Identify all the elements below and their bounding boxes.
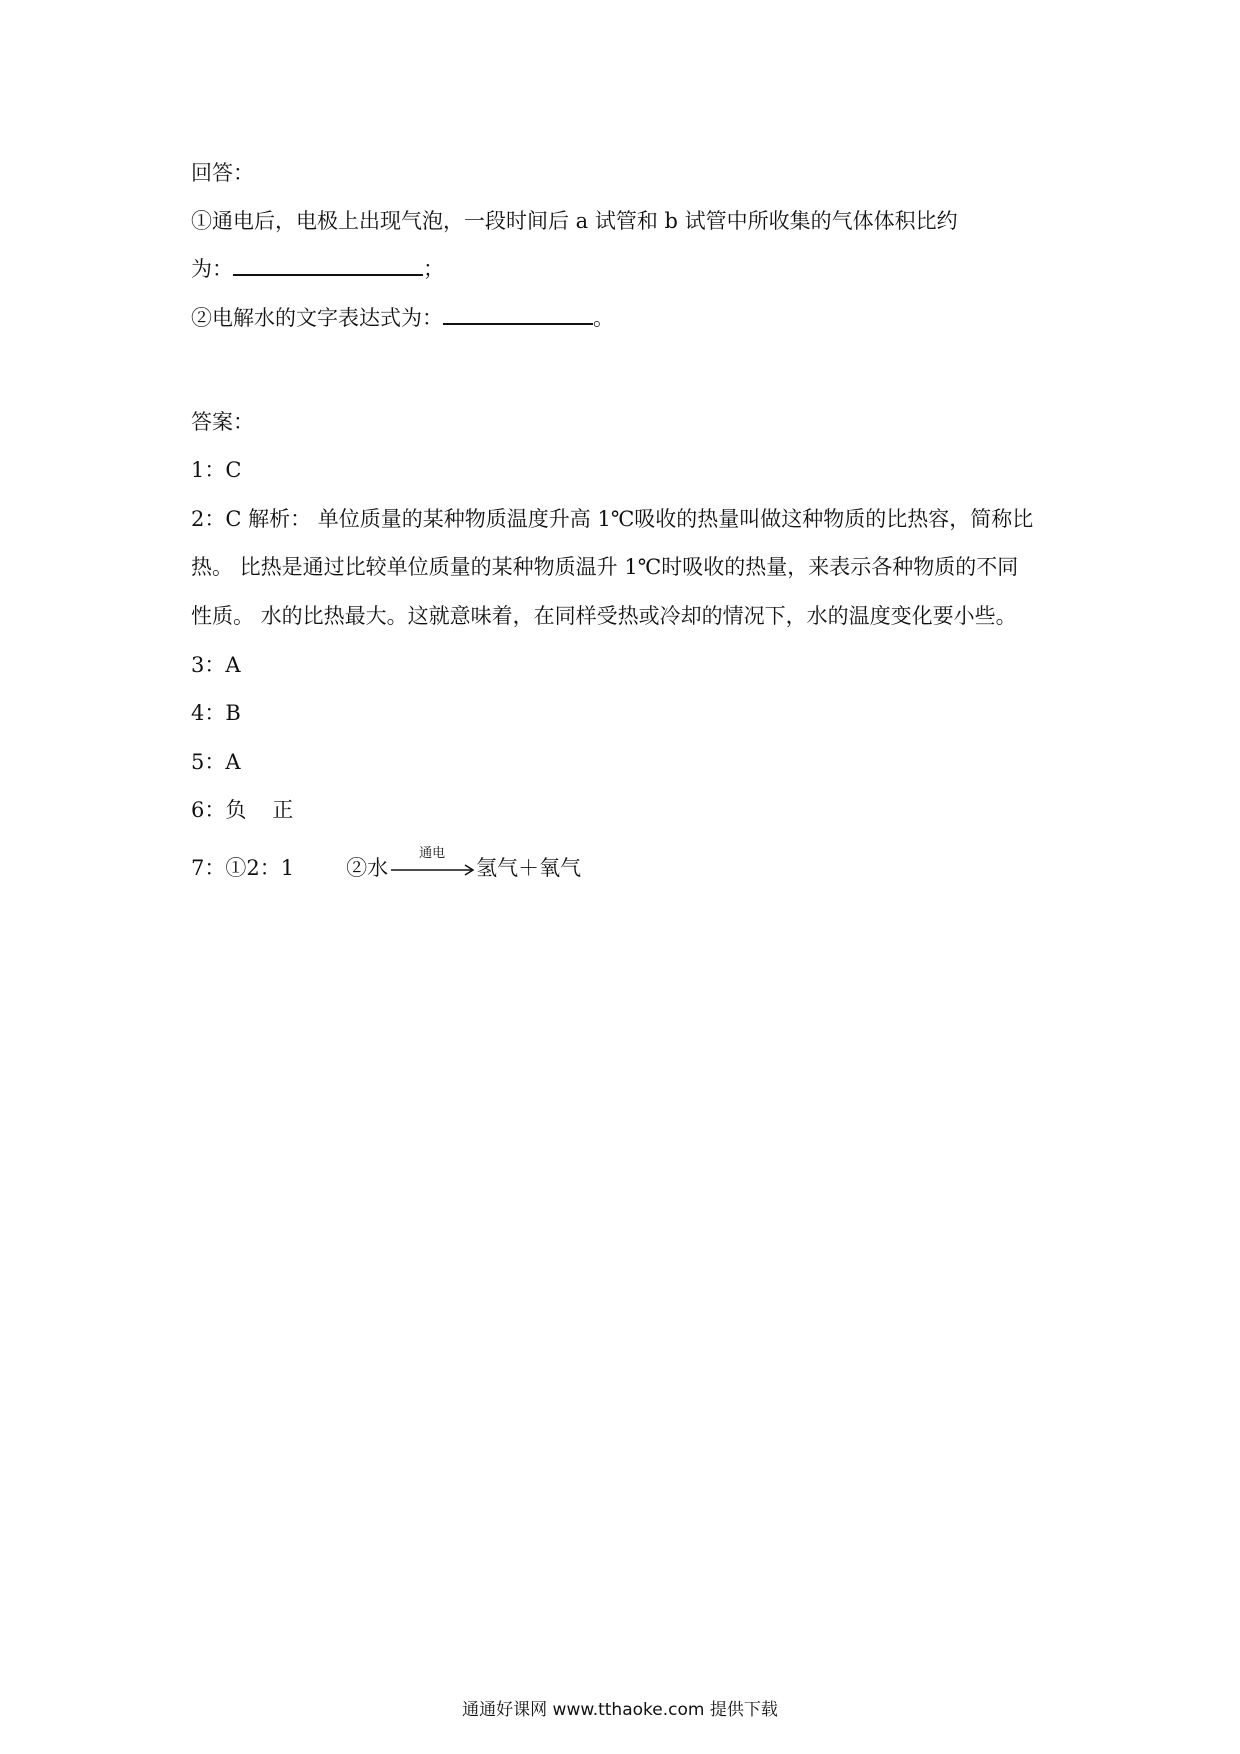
right-arrow-icon bbox=[388, 863, 476, 877]
answer-6-first: 6：负 bbox=[191, 798, 247, 822]
answers-heading: 答案： bbox=[191, 410, 254, 434]
answer-blank-1 bbox=[233, 254, 423, 276]
answer-7-part-1: 7：①2：1 bbox=[191, 856, 295, 880]
answer-3: 3：A bbox=[191, 653, 241, 677]
answer-7 bbox=[191, 846, 1061, 883]
answer-6-second: 正 bbox=[272, 798, 294, 822]
question-item-1-line-2 bbox=[191, 254, 1061, 284]
answer-2-line-1: 2：C 解析： 单位质量的某种物质温度升高 1℃吸收的热量叫做这种物质的比热容，简称比 bbox=[191, 507, 1034, 531]
answer-5: 5：A bbox=[191, 750, 241, 774]
page-footer: 通通好课网 www.tthaoke.com 提供下载 bbox=[462, 1700, 778, 1720]
question-item-1-line-1: ①通电后，电极上出现气泡，一段时间后 a 试管和 b 试管中所收集的气体体积比约 bbox=[191, 209, 958, 233]
reaction-arrow-label: 通电 bbox=[419, 846, 446, 861]
answer-6 bbox=[191, 795, 1061, 825]
answer-4: 4：B bbox=[191, 701, 241, 725]
answer-1: 1：C bbox=[191, 458, 242, 482]
item-2-suffix: 。 bbox=[593, 306, 614, 330]
reaction-arrow bbox=[388, 846, 476, 883]
item-1-suffix: ； bbox=[423, 257, 444, 281]
question-item-2 bbox=[191, 303, 1061, 333]
answer-2-line-3: 性质。 水的比热最大。这就意味着，在同样受热或冷却的情况下，水的温度变化要小些。 bbox=[191, 604, 1017, 628]
answer-blank-2 bbox=[443, 303, 593, 325]
answer-7-part-2-prefix: ②水 bbox=[346, 856, 389, 880]
item-2-prefix: ②电解水的文字表达式为： bbox=[191, 306, 443, 330]
answer-2-line-2: 热。 比热是通过比较单位质量的某种物质温升 1℃时吸收的热量，来表示各种物质的不同 bbox=[191, 555, 1019, 579]
item-1-prefix: 为： bbox=[191, 257, 233, 281]
question-heading: 回答： bbox=[191, 161, 254, 185]
answer-7-part-2-suffix: 氢气＋氧气 bbox=[476, 856, 582, 880]
